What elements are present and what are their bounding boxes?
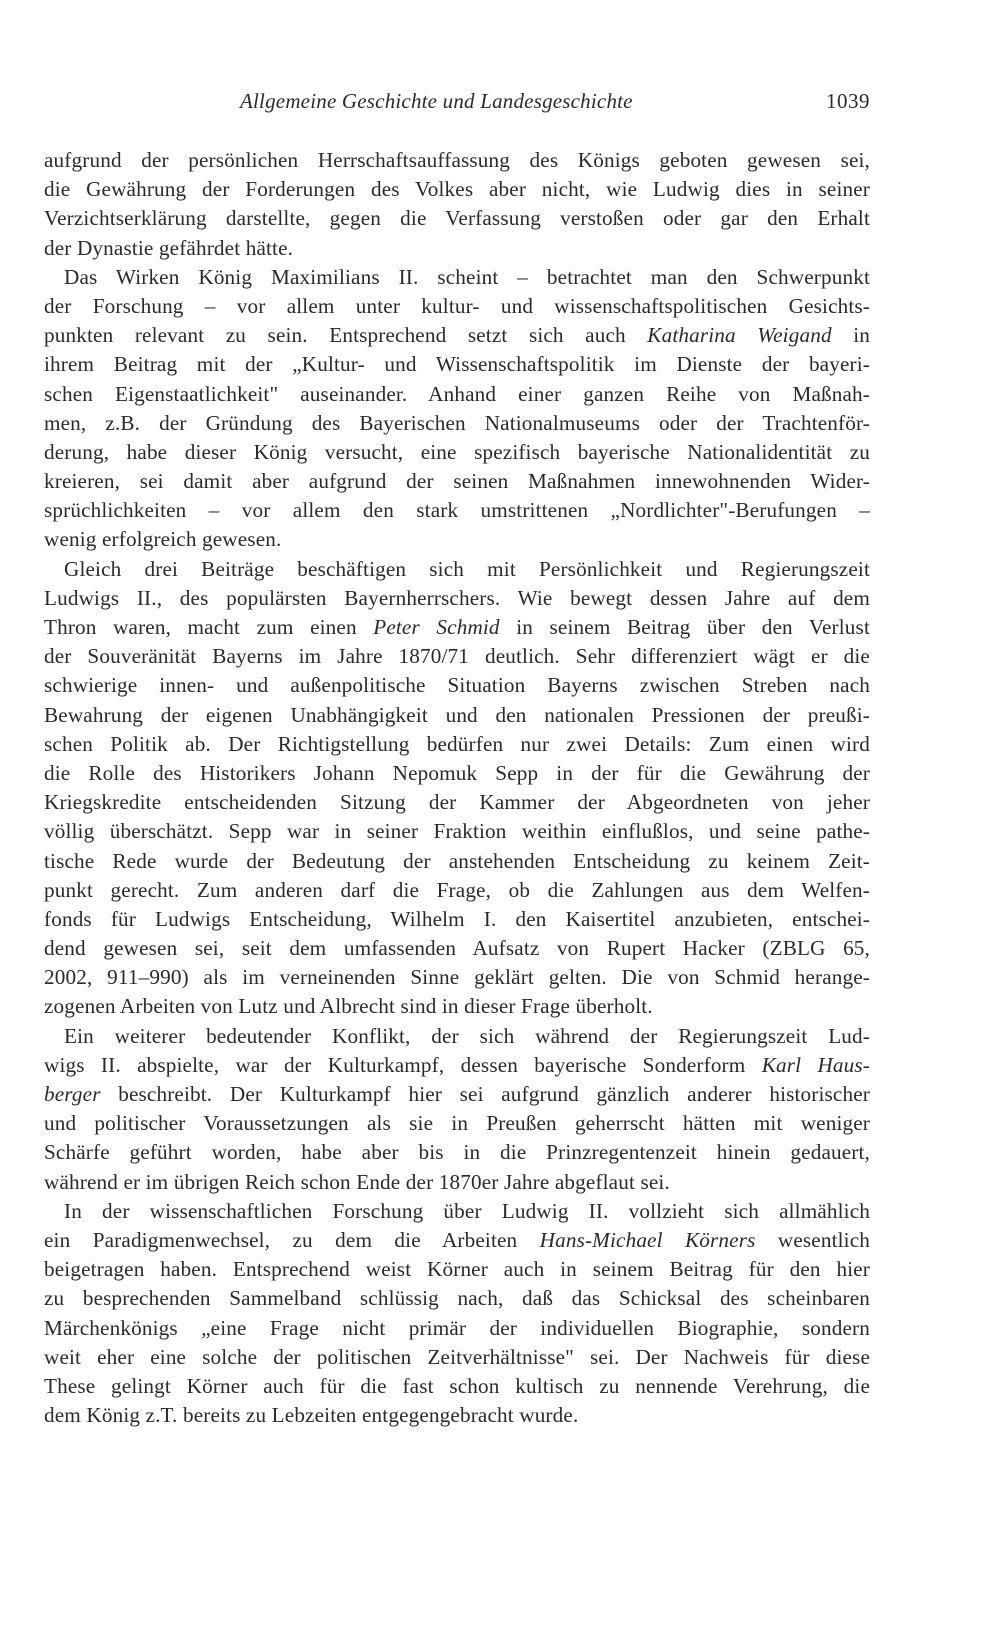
text-line [44, 350, 870, 379]
text-line [44, 1226, 870, 1255]
text-line [44, 263, 870, 292]
body-text [44, 146, 870, 1430]
text-line [44, 701, 870, 730]
author-name: Peter Schmid [373, 615, 500, 639]
running-title: Allgemeine Geschichte und Landesgeschichte [240, 89, 633, 113]
text-segment: wigs II. abspielte, war der Kulturkampf, dessen bayerische Sonderform [44, 1052, 762, 1077]
text-segment: These gelingt Körner auch für die fast schon kultisch zu nennende Verehrung, die [44, 1373, 870, 1398]
text-line [44, 759, 870, 788]
page-number: 1039 [826, 89, 870, 113]
text-line [44, 380, 870, 409]
text-segment: Ein weiterer bedeutender Konflikt, der sich während der Regierungszeit Lud- [64, 1023, 870, 1048]
text-line [44, 1022, 870, 1051]
text-segment: Verzichtserklärung darstellte, gegen die Verfassung verstoßen oder gar den Erhalt [44, 206, 870, 231]
author-name: Karl Haus- [761, 1052, 870, 1077]
text-segment: Ludwigs II., des populärsten Bayernherrschers. Wie bewegt dessen Jahre auf dem [44, 585, 870, 610]
text-segment: dem König z.T. bereits zu Lebzeiten entgegengebracht wurde. [44, 1403, 579, 1428]
text-line [44, 642, 870, 671]
text-line [44, 1109, 870, 1138]
text-line [44, 671, 870, 700]
text-line [44, 1197, 870, 1226]
text-line [44, 788, 870, 817]
text-line [44, 555, 870, 584]
text-line [44, 1401, 870, 1430]
text-segment: völlig überschätzt. Sepp war in seiner Fraktion weithin einflußlos, und seine pathe- [44, 819, 870, 844]
text-segment: fonds für Ludwigs Entscheidung, Wilhelm I. den Kaisertitel anzubieten, entschei- [44, 906, 870, 931]
text-segment: ihrem Beitrag mit der „Kultur- und Wissenschaftspolitik im Dienste der bayeri- [44, 352, 870, 377]
text-segment: wenig erfolgreich gewesen. [44, 527, 282, 552]
text-line [44, 467, 870, 496]
text-line [44, 1051, 870, 1080]
text-line [44, 1372, 870, 1401]
text-segment: Das Wirken König Maximilians II. scheint – betrachtet man den Schwerpunkt [64, 264, 870, 289]
text-line [44, 1255, 870, 1284]
text-segment: beigetragen haben. Entsprechend weist Körner auch in seinem Beitrag für den hier [44, 1257, 870, 1282]
text-line [44, 934, 870, 963]
text-segment: Gleich drei Beiträge beschäftigen sich mit Persönlichkeit und Regierungszeit [64, 556, 870, 581]
text-segment: Bewahrung der eigenen Unabhängigkeit und den nationalen Pressionen der preußi- [44, 702, 870, 727]
text-segment: schen Politik ab. Der Richtigstellung bedürfen nur zwei Details: Zum einen wird [44, 731, 870, 756]
text-segment: tische Rede wurde der Bedeutung der anstehenden Entscheidung zu keinem Zeit- [44, 848, 870, 873]
running-head [44, 86, 870, 116]
text-line [44, 1284, 870, 1313]
text-line [44, 730, 870, 759]
text-segment: aufgrund der persönlichen Herrschaftsauffassung des Königs geboten gewesen sei, [44, 148, 870, 172]
text-line [44, 905, 870, 934]
text-segment: weit eher eine solche der politischen Zeitverhältnisse" sei. Der Nachweis für diese [44, 1344, 870, 1369]
text-line [44, 204, 870, 233]
text-segment: der Souveränität Bayerns im Jahre 1870/71 deutlich. Sehr differenziert wägt er die [44, 644, 870, 669]
text-segment: schen Eigenstaatlichkeit" auseinander. Anhand einer ganzen Reihe von Maßnah- [44, 381, 870, 406]
text-line [44, 409, 870, 438]
text-line [44, 1314, 870, 1343]
author-name: Katharina Weigand [647, 323, 832, 348]
text-line [44, 613, 870, 642]
text-line [44, 992, 870, 1021]
text-segment: in [831, 323, 870, 348]
text-segment: sprüchlichkeiten – vor allem den stark umstrittenen „Nordlichter"-Berufungen – [44, 498, 870, 523]
text-segment: die Gewährung der Forderungen des Volkes aber nicht, wie Ludwig dies in seiner [44, 177, 870, 202]
text-segment: kreieren, sei damit aber aufgrund der seinen Maßnahmen innewohnenden Wider- [44, 469, 870, 494]
author-name: Hans-Michael Körners [539, 1227, 756, 1252]
text-line [44, 146, 870, 175]
text-segment: In der wissenschaftlichen Forschung über Ludwig II. vollzieht sich allmählich [64, 1198, 870, 1223]
text-segment: die Rolle des Historikers Johann Nepomuk Sepp in der für die Gewährung der [44, 760, 870, 785]
text-segment: punkten relevant zu sein. Entsprechend setzt sich auch [44, 323, 648, 348]
text-line [44, 1138, 870, 1167]
text-segment: Thron waren, macht zum einen [44, 615, 374, 639]
text-segment: schwierige innen- und außenpolitische Situation Bayerns zwischen Streben nach [44, 673, 870, 698]
text-line [44, 234, 870, 263]
text-line [44, 817, 870, 846]
text-segment: wesentlich [755, 1227, 870, 1252]
text-line [44, 292, 870, 321]
text-segment: punkt gerecht. Zum anderen darf die Frage, ob die Zahlungen aus dem Welfen- [44, 877, 870, 902]
text-segment: derung, habe dieser König versucht, eine spezifisch bayerische Nationalidentität zu [44, 439, 870, 464]
text-line [44, 963, 870, 992]
text-line [44, 175, 870, 204]
text-segment: men, z.B. der Gründung des Bayerischen Nationalmuseums oder der Trachtenför- [44, 410, 870, 435]
text-segment: Märchenkönigs „eine Frage nicht primär der individuellen Biographie, sondern [44, 1315, 870, 1340]
text-segment: beschreibt. Der Kulturkampf hier sei aufgrund gänzlich anderer historischer [100, 1082, 870, 1106]
text-line [44, 876, 870, 905]
author-name: berger [44, 1082, 101, 1106]
text-line [44, 438, 870, 467]
text-line [44, 847, 870, 876]
text-line [44, 321, 870, 350]
text-line [44, 584, 870, 613]
text-line [44, 1168, 870, 1197]
text-line [44, 496, 870, 525]
text-line [44, 525, 870, 554]
text-segment: Schärfe geführt worden, habe aber bis in die Prinzregentenzeit hinein gedauert, [44, 1140, 870, 1165]
text-line [44, 1343, 870, 1372]
text-segment: Kriegskredite entscheidenden Sitzung der Kammer der Abgeordneten von jeher [44, 790, 870, 815]
text-line [44, 1080, 870, 1109]
text-segment: zogenen Arbeiten von Lutz und Albrecht sind in dieser Frage überholt. [44, 994, 653, 1019]
text-segment: der Dynastie gefährdet hätte. [44, 235, 294, 260]
text-segment: in seinem Beitrag über den Verlust [499, 615, 870, 639]
text-segment: während er im übrigen Reich schon Ende der 1870er Jahre abgeflaut sei. [44, 1169, 670, 1194]
text-segment: 2002, 911–990) als im verneinenden Sinne geklärt gelten. Die von Schmid herange- [44, 965, 870, 990]
text-segment: zu besprechenden Sammelband schlüssig nach, daß das Schicksal des scheinbaren [44, 1286, 870, 1311]
text-segment: der Forschung – vor allem unter kultur- und wissenschaftspolitischen Gesichts- [44, 293, 870, 318]
text-segment: ein Paradigmenwechsel, zu dem die Arbeiten [44, 1227, 540, 1252]
text-segment: und politischer Voraussetzungen als sie in Preußen geherrscht hätten mit weniger [44, 1111, 870, 1136]
text-segment: dend gewesen sei, seit dem umfassenden Aufsatz von Rupert Hacker (ZBLG 65, [44, 936, 870, 961]
